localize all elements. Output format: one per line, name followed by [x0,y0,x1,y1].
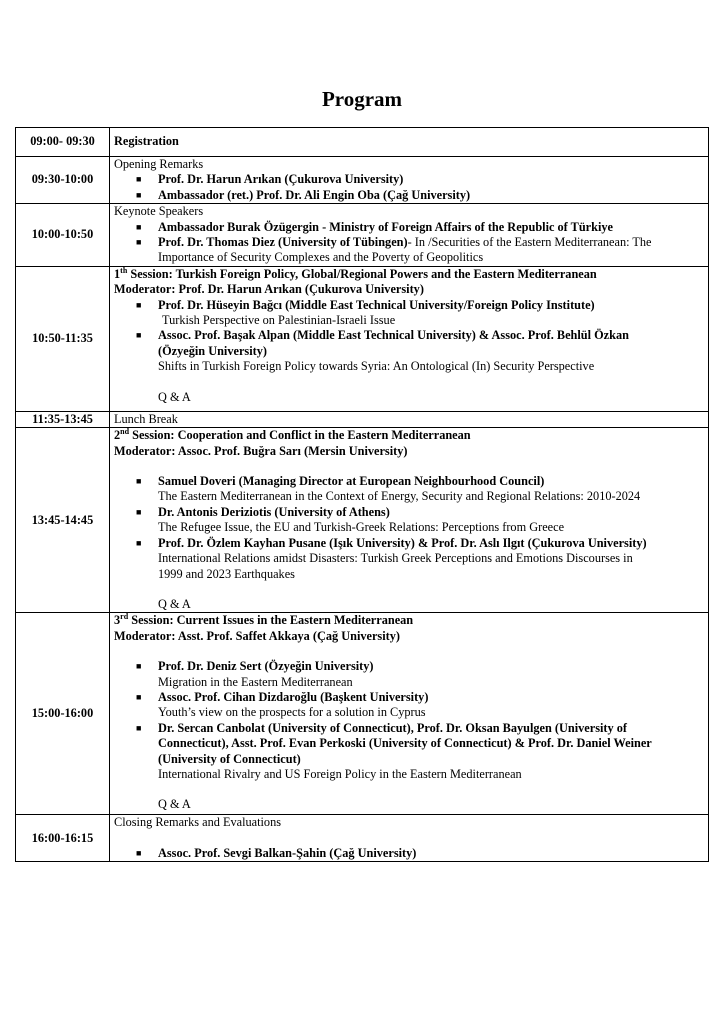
qa-label: Q & A [158,797,191,812]
bullet-icon: ■ [136,722,142,733]
session-title: 3rd Session: Current Issues in the Eastern Mediterranean [114,612,414,628]
talk-title: 1999 and 2023 Earthquakes [158,566,295,581]
page-title: Program [321,87,403,111]
qa-label: Q & A [158,389,191,404]
table-row [16,204,709,267]
table-row [16,128,709,157]
session-title: 2nd Session: Cooperation and Conflict in the Eastern Mediterranean [114,427,471,443]
list-item: ■ Dr. Antonis Deriziotis (University of Athens) [136,504,390,519]
speaker-continued: (Özyeğin University) [158,343,267,358]
section-heading: Closing Remarks and Evaluations [114,815,282,830]
bullet-icon: ■ [136,506,142,517]
list-item: ■ Prof. Dr. Harun Arıkan (Çukurova University) [136,172,404,187]
table-row [16,157,709,204]
table-row [16,266,709,411]
lunch-label: Lunch Break [114,411,178,426]
list-item: ■ Assoc. Prof. Başak Alpan (Middle East Technical University) & Assoc. Prof. Behlül Özkan [136,328,629,343]
content-cell [110,157,709,204]
talk-title: The Refugee Issue, the EU and Turkish-Greek Relations: Perceptions from Greece [158,520,565,535]
time-cell: 13:45-14:45 [16,428,110,613]
section-heading: Keynote Speakers [114,204,204,219]
list-item: ■ Assoc. Prof. Sevgi Balkan-Şahin (Çağ University) [136,845,417,860]
list-item: ■ Assoc. Prof. Cihan Dizdaroğlu (Başkent University) [136,689,429,704]
content-cell [110,428,709,613]
talk-title: International Rivalry and US Foreign Policy in the Eastern Mediterranean [158,766,522,781]
talk-title: Importance of Security Complexes and the Poverty of Geopolitics [158,250,484,265]
talk-title: The Eastern Mediterranean in the Context of Energy, Security and Regional Relations: 2010-2024 [158,489,641,504]
list-item: ■ Prof. Dr. Özlem Kayhan Pusane (Işık University) & Prof. Dr. Aslı Ilgıt (Çukurova University) [136,535,647,550]
speaker-continued: (University of Connecticut) [158,751,301,766]
bullet-icon: ■ [136,299,142,310]
session-title: 1th Session: Turkish Foreign Policy, Global/Regional Powers and the Eastern Mediterranean [114,265,597,281]
table-row [16,613,709,815]
table-row [16,411,709,427]
speaker-continued: Connecticut), Asst. Prof. Evan Perkoski (University of Connecticut) & Prof. Dr. Daniel Weiner [158,736,652,751]
bullet-icon: ■ [136,221,142,232]
bullet-icon: ■ [136,330,142,341]
content-cell [110,266,709,411]
list-item: ■ Prof. Dr. Thomas Diez (University of Tübingen)- In /Securities of the Eastern Mediterranean: The [136,235,652,250]
qa-label: Q & A [158,596,191,611]
bullet-icon: ■ [136,537,142,548]
bullet-icon: ■ [136,847,142,858]
bullet-icon: ■ [136,174,142,185]
time-cell: 10:50-11:35 [16,266,110,411]
list-item: ■ Samuel Doveri (Managing Director at European Neighbourhood Council) [136,474,545,489]
content-cell [110,411,709,427]
time-cell: 16:00-16:15 [16,815,110,862]
table-row [16,428,709,613]
time-cell: 09:30-10:00 [16,157,110,204]
talk-title: Migration in the Eastern Mediterranean [158,674,353,689]
content-cell [110,128,709,157]
talk-title: Shifts in Turkish Foreign Policy towards Syria: An Ontological (In) Security Perspective [158,359,595,374]
talk-title: Youth’s view on the prospects for a solution in Cyprus [158,705,426,720]
time-cell: 15:00-16:00 [16,613,110,815]
content-cell [110,815,709,862]
table-row [16,815,709,862]
bullet-icon: ■ [136,661,142,672]
bullet-icon: ■ [136,189,142,200]
moderator: Moderator: Assoc. Prof. Buğra Sarı (Mersin University) [114,443,408,458]
list-item: ■ Ambassador Burak Özügergin - Ministry of Foreign Affairs of the Republic of Türkiye [136,219,613,234]
content-cell [110,613,709,815]
moderator: Moderator: Asst. Prof. Saffet Akkaya (Çağ University) [114,628,400,643]
time-cell: 11:35-13:45 [16,411,110,427]
moderator: Moderator: Prof. Dr. Harun Arıkan (Çukurova University) [114,282,424,297]
program-table [15,127,709,862]
list-item: ■ Prof. Dr. Deniz Sert (Özyeğin University) [136,659,374,674]
section-heading: Opening Remarks [114,157,204,171]
list-item: ■ Ambassador (ret.) Prof. Dr. Ali Engin Oba (Çağ University) [136,187,471,202]
bullet-icon: ■ [136,476,142,487]
list-item: ■ Dr. Sercan Canbolat (University of Connecticut), Prof. Dr. Oksan Bayulgen (University of [136,720,627,735]
list-item: ■ Prof. Dr. Hüseyin Bağcı (Middle East Technical University/Foreign Policy Institute) [136,297,595,312]
bullet-icon: ■ [136,237,142,248]
registration-label: Registration [114,134,179,149]
time-cell: 10:00-10:50 [16,204,110,267]
content-cell [110,204,709,267]
talk-title: International Relations amidst Disasters: Turkish Greek Perceptions and Emotions Discourses in [158,551,633,566]
bullet-icon: ■ [136,691,142,702]
time-cell: 09:00- 09:30 [16,128,110,157]
talk-title: Turkish Perspective on Palestinian-Israeli Issue [162,313,396,328]
